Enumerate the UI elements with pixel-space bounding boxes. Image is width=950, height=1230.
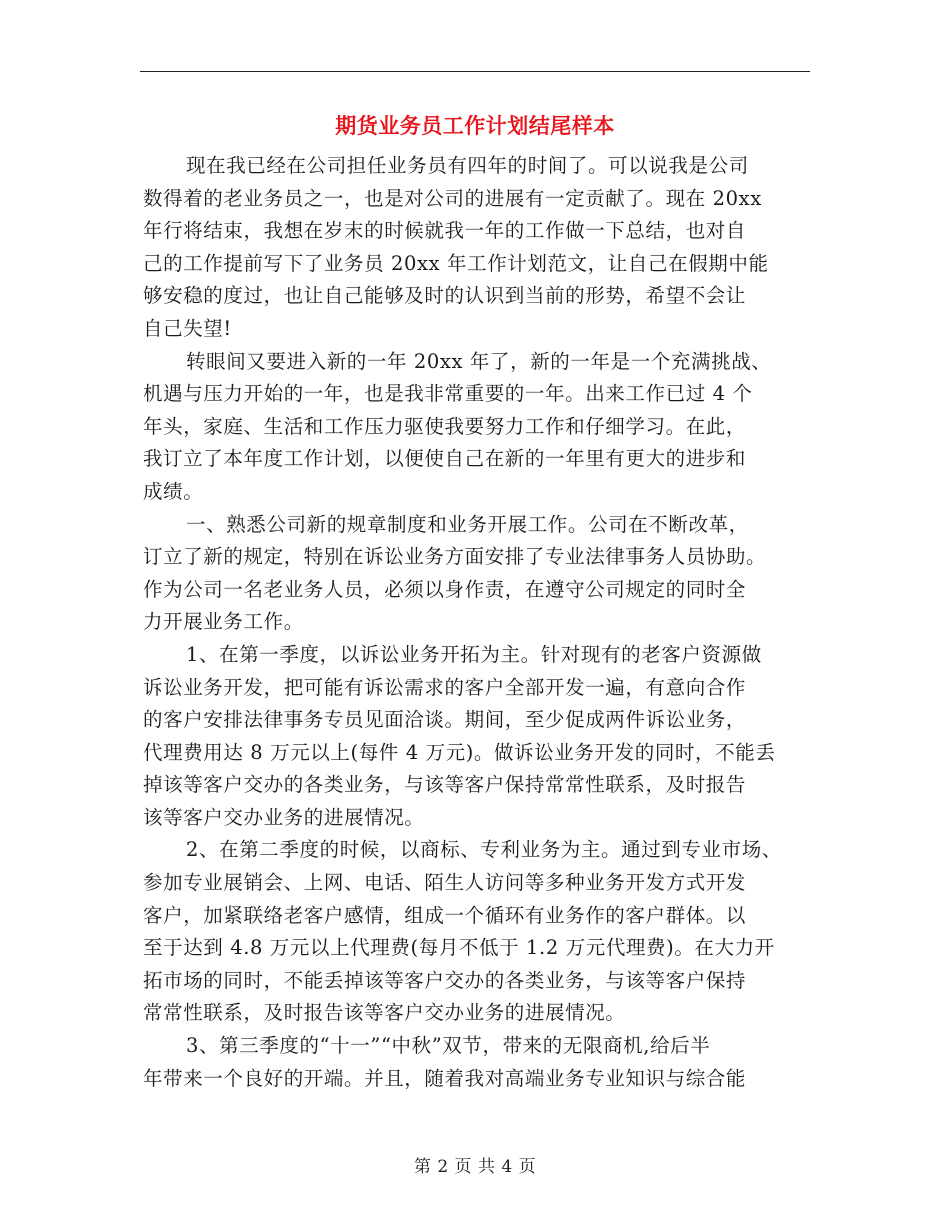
paragraph-line: 掉该等客户交办的各类业务，与该等客户保持常常性联系，及时报告 <box>143 773 747 797</box>
paragraph-line: 1、在第一季度，以诉讼业务开拓为主。针对现有的老客户资源做 <box>186 642 762 666</box>
paragraph-line: 常常性联系，及时报告该等客户交办业务的进展情况。 <box>143 1001 626 1025</box>
document-title: 期货业务员工作计划结尾样本 <box>335 113 615 138</box>
paragraph-line: 够安稳的度过，也让自己能够及时的认识到当前的形势，希望不会让 <box>143 284 747 308</box>
paragraph-line: 拓市场的同时，不能丢掉该等客户交办的各类业务，与该等客户保持 <box>143 968 747 992</box>
paragraph-line: 作为公司一名老业务人员，必须以身作责，在遵守公司规定的同时全 <box>143 577 747 601</box>
paragraph-line: 客户，加紧联络老客户感情，组成一个循环有业务作的客户群体。以 <box>143 903 747 927</box>
paragraph-line: 一、熟悉公司新的规章制度和业务开展工作。公司在不断改革， <box>186 512 749 536</box>
paragraph-line: 现在我已经在公司担任业务员有四年的时间了。可以说我是公司 <box>186 154 749 177</box>
paragraph-line: 至于达到 4.8 万元以上代理费(每月不低于 1.2 万元代理费)。在大力开 <box>143 936 775 960</box>
paragraph-line: 3、第三季度的“十一”“中秋”双节，带来的无限商机,给后半 <box>186 1034 711 1058</box>
paragraph-line: 转眼间又要进入新的一年 20xx 年了，新的一年是一个充满挑战、 <box>186 349 772 373</box>
paragraph-line: 成绩。 <box>143 479 204 503</box>
page-footer <box>0 1152 950 1177</box>
paragraph-line: 机遇与压力开始的一年，也是我非常重要的一年。出来工作已过 4 个 <box>143 382 753 406</box>
paragraph-line: 己的工作提前写下了业务员 20xx 年工作计划范文，让自己在假期中能 <box>143 251 769 275</box>
paragraph-line: 年带来一个良好的开端。并且，随着我对高端业务专业知识与综合能 <box>143 1066 747 1090</box>
paragraph-line: 自己失望! <box>143 316 232 340</box>
document-body <box>143 150 823 1095</box>
paragraph-line: 数得着的老业务员之一，也是对公司的进展有一定贡献了。现在 20xx <box>143 186 762 210</box>
header-rule <box>140 71 810 72</box>
paragraph-line: 我订立了本年度工作计划，以便使自己在新的一年里有更大的进步和 <box>143 447 747 471</box>
page-number-label: 第 2 页 共 4 页 <box>413 1157 537 1177</box>
paragraph-line: 该等客户交办业务的进展情况。 <box>143 805 425 829</box>
paragraph-line: 年头，家庭、生活和工作压力驱使我要努力工作和仔细学习。在此， <box>143 414 747 438</box>
paragraph-line: 2、在第二季度的时候，以商标、专利业务为主。通过到专业市场、 <box>186 838 782 862</box>
paragraph-line: 参加专业展销会、上网、电话、陌生人访问等多种业务开发方式开发 <box>143 871 747 895</box>
paragraph-line: 的客户安排法律事务专员见面洽谈。期间，至少促成两件诉讼业务， <box>143 708 747 732</box>
paragraph-line: 订立了新的规定，特别在诉讼业务方面安排了专业法律事务人员协助。 <box>143 545 767 569</box>
paragraph-line: 代理费用达 8 万元以上(每件 4 万元)。做诉讼业务开发的同时，不能丢 <box>143 740 776 764</box>
paragraph-line: 力开展业务工作。 <box>143 610 304 634</box>
paragraph-line: 年行将结束，我想在岁末的时候就我一年的工作做一下总结，也对自 <box>143 219 747 243</box>
paragraph-line: 诉讼业务开发，把可能有诉讼需求的客户全部开发一遍，有意向合作 <box>143 675 747 699</box>
